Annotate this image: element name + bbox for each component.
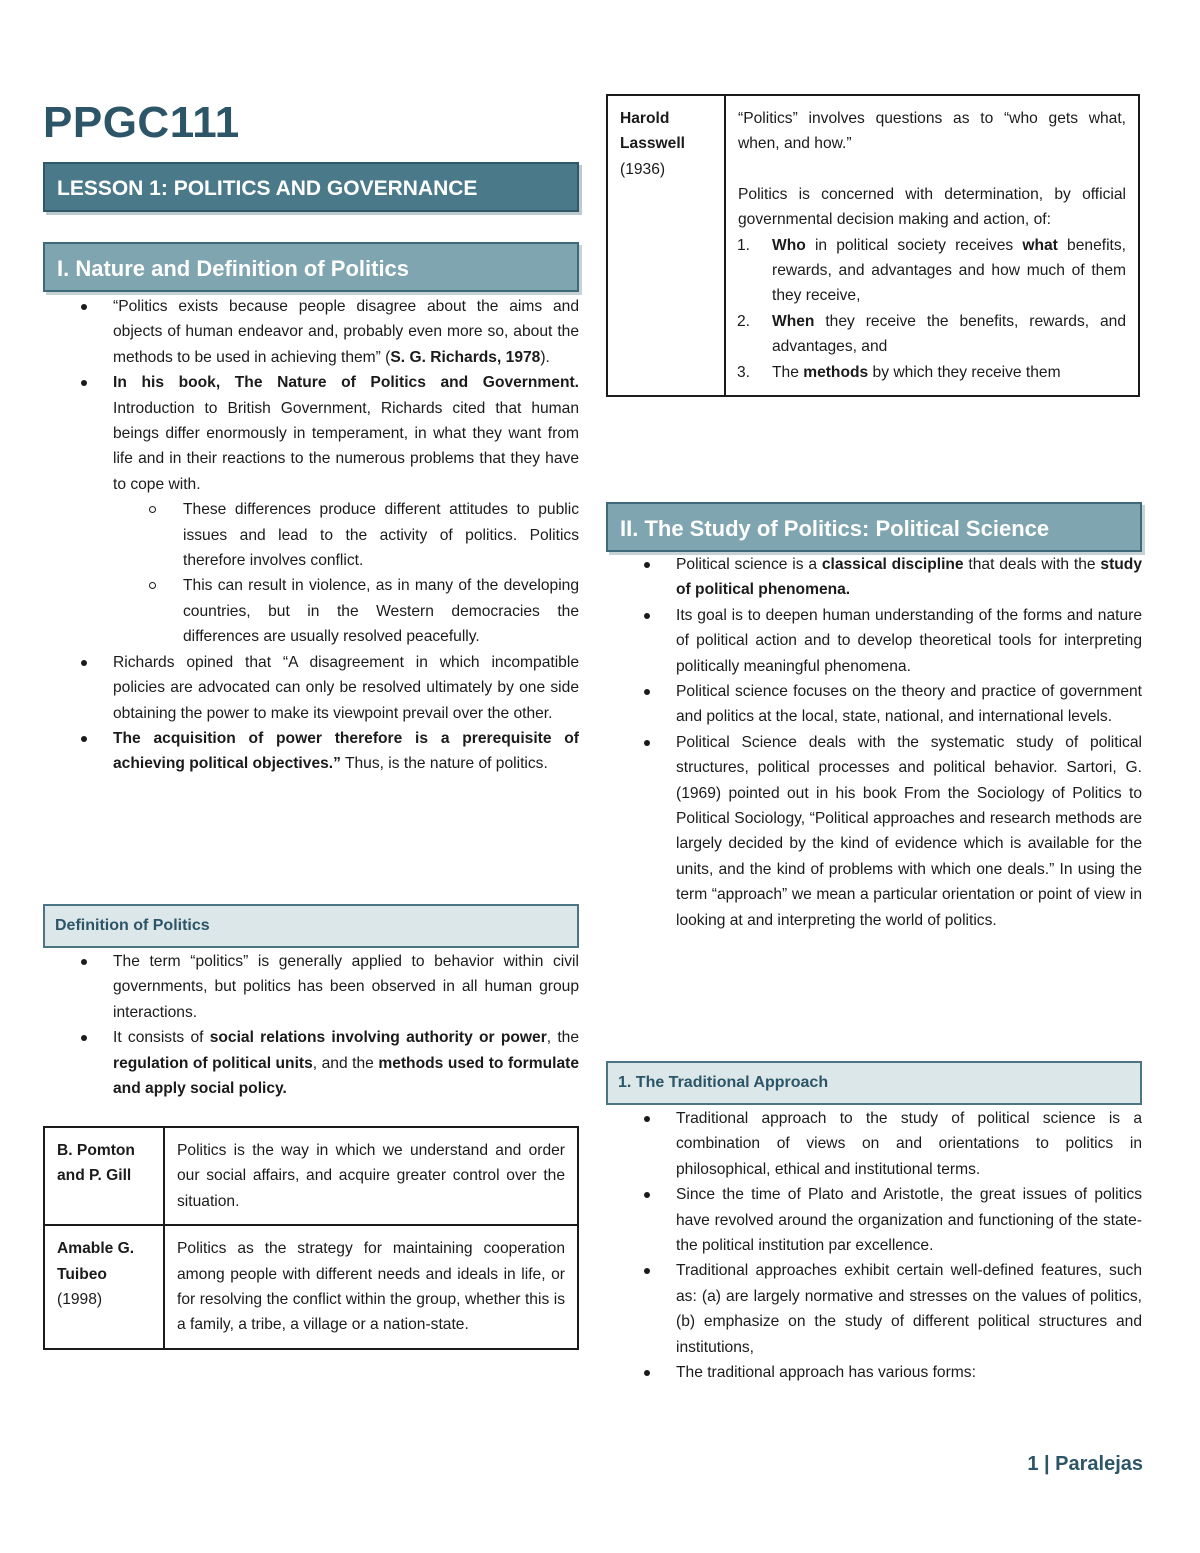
page-footer: 1 | Paralejas [1027,1453,1143,1475]
list-item: Richards opined that “A disagreement in which incompatible policies are advocated can only be resolved ultimately by one side obtaining the power to make its viewpoint prevail over the other. [43,650,579,726]
definition-cell: Politics is the way in which we understand and order our social affairs, and acquire greater control over the situation. [164,1127,578,1225]
list-item: The traditional approach has various forms: [606,1360,1142,1385]
lasswell-numbered-list [738,233,1126,385]
definition-bullet-list [43,949,579,1101]
subsection-heading-definition: Definition of Politics [43,904,579,948]
list-item: The acquisition of power therefore is a prerequisite of achieving political objectives.” Thus, is the nature of politics. [43,726,579,777]
table-row [44,1127,578,1225]
sub-list-item: This can result in violence, as in many of the developing countries, but in the Western democracies the differences are usually resolved peacefully. [113,573,579,649]
list-item: Political science is a classical discipline that deals with the study of political phenomena. [606,552,1142,603]
author-cell: Harold Lasswell (1936) [607,95,725,396]
list-item: It consists of social relations involving authority or power, the regulation of political units, and the methods used to formulate and apply social policy. [43,1025,579,1101]
sub-list-item: These differences produce different attitudes to public issues and lead to the activity of politics. Politics therefore involves conflict. [113,497,579,573]
list-item: 2. When they receive the benefits, rewards, and advantages, and [737,312,1126,356]
list-item: Traditional approaches exhibit certain well-defined features, such as: (a) are largely normative and stresses on the values of politics, (b) emphasize on the study of different political structures and institutions, [606,1258,1142,1360]
traditional-bullet-list [606,1106,1142,1385]
page-title: PPGC111 [43,98,240,147]
nature-bullet-list [43,294,579,777]
sub-list [113,497,579,649]
author-cell: Amable G. Tuibeo (1998) [44,1225,164,1349]
list-item: 1. Who in political society receives what benefits, rewards, and advantages and how much of them they receive, [737,236,1127,305]
subsection-heading-traditional: 1. The Traditional Approach [606,1061,1142,1105]
list-item: The term “politics” is generally applied to behavior within civil governments, but politics has been observed in all human group interactions. [43,949,579,1025]
lasswell-quote: “Politics” involves questions as to “who gets what, when, and how.” [738,110,1126,153]
list-item: Political science focuses on the theory and practice of government and politics at the local, state, national, and international levels. [606,679,1142,730]
section-heading-political-science: II. The Study of Politics: Political Science [606,502,1142,552]
definition-cell [725,95,1139,396]
list-item: Political Science deals with the systematic study of political structures, political processes and political behavior. Sartori, G. (1969) pointed out in his book From the Sociology of Politics to Political Sociology, “Political approaches and research methods are largely decided by the kind of evidence which is available for the units, and the kind of problems with which one deals.” In using the term “approach” we mean a particular orientation or point of view in looking at and interpreting the world of politics. [606,730,1142,933]
list-item: Since the time of Plato and Aristotle, the great issues of politics have revolved around the organization and functioning of the state- the political institution par excellence. [606,1182,1142,1258]
lasswell-table [606,94,1140,397]
definition-cell: Politics as the strategy for maintaining cooperation among people with different needs and ideals in life, or for resolving the conflict within the group, whether this is a family, a tribe, a village or a nation-state. [164,1225,578,1349]
author-cell: B. Pomton and P. Gill [44,1127,164,1225]
lasswell-intro: Politics is concerned with determination, by official governmental decision making and action, of: [738,185,1126,229]
list-item: Its goal is to deepen human understanding of the forms and nature of political action and to develop theoretical tools for interpreting politically meaningful phenomena. [606,603,1142,679]
table-row [607,95,1139,396]
list-item: 3. The methods by which they receive them [737,363,1061,381]
definitions-table [43,1126,579,1350]
table-row [44,1225,578,1349]
list-item: In his book, The Nature of Politics and Government. Introduction to British Government, Richards cited that human beings differ enormously in temperament, in what they want from life and in their reactions to the numerous problems that they have to cope with. These differences produce different attitudes to public issues and lead to the activity of politics. Politics therefore involves conflict. This can result in violence, as in many of the developing countries, but in the Western democracies the differences are usually resolved peacefully. [43,370,579,649]
list-item: Traditional approach to the study of political science is a combination of views on and orientations to politics in philosophical, ethical and institutional terms. [606,1106,1142,1182]
political-science-bullet-list [606,552,1142,933]
lesson-heading: LESSON 1: POLITICS AND GOVERNANCE [43,162,579,212]
section-heading-nature: I. Nature and Definition of Politics [43,242,579,292]
list-item: “Politics exists because people disagree about the aims and objects of human endeavor and, probably even more so, about the methods to be used in achieving them” (S. G. Richards, 1978). [43,294,579,370]
